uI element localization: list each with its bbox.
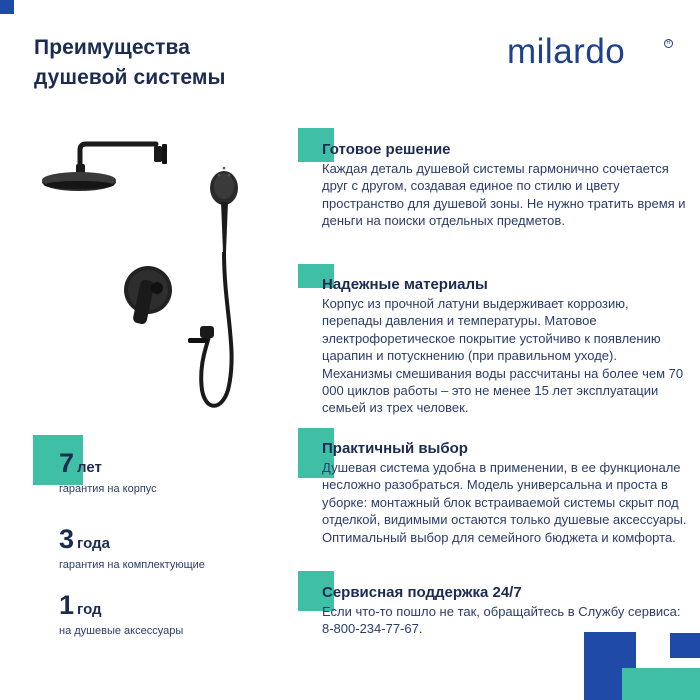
decorative-teal-block: [622, 668, 700, 700]
mixer-control-plate: [124, 266, 172, 325]
corner-accent-square: [0, 0, 14, 14]
stat-warranty-accessories: [59, 590, 183, 637]
feature-title: Практичный выбор: [322, 440, 468, 457]
feature-title: Сервисная поддержка 24/7: [322, 584, 522, 601]
decorative-blue-block-small: [670, 633, 700, 658]
stat-caption: гарантия на корпус: [59, 483, 157, 495]
stat-number: 3: [59, 524, 75, 554]
stat-warranty-components: [59, 524, 205, 571]
shower-arm: [80, 144, 167, 166]
wall-outlet: [188, 326, 214, 343]
feature-text: Душевая система удобна в применении, в ее функционале несложно разобраться. Модель универсальна и проста в уборке: монтажный блок встраиваемой системы скрыт под отделкой, видимыми остаются только душевые аксессуары. Оптимальный выбор для семейного бюджета и комфорта.: [322, 460, 687, 545]
feature-title: Готовое решение: [322, 141, 451, 158]
stat-unit: лет: [77, 459, 102, 476]
stat-number: 7: [59, 448, 75, 478]
feature-text: Каждая деталь душевой системы гармонично сочетается друг с другом, создавая единое по стилю и цвету пространство для душевой зоны. Не нужно тратить время и деньги на поиски отдельных предметов.: [322, 161, 686, 229]
stat-unit: год: [77, 601, 102, 618]
stat-caption: на душевые аксессуары: [59, 625, 184, 637]
registered-mark-icon: R: [664, 39, 673, 48]
feature-reliable-materials: [322, 275, 687, 417]
brand-logo: milardo: [507, 32, 626, 71]
stat-warranty-body: [59, 448, 157, 495]
page-title-line-1: Преимущества: [34, 36, 191, 59]
feature-practical-choice: [322, 439, 687, 546]
feature-service-support: [322, 583, 687, 638]
stat-number: 1: [59, 590, 75, 620]
stat-unit: года: [77, 535, 110, 552]
feature-ready-solution: [322, 140, 687, 230]
page-title-line-2: душевой системы: [34, 66, 226, 89]
feature-title: Надежные материалы: [322, 276, 488, 293]
hand-shower: [210, 167, 238, 252]
rain-shower-head: [42, 164, 116, 191]
shower-system-image: [38, 140, 260, 420]
feature-text: Корпус из прочной латуни выдерживает коррозию, перепады давления и температуры. Матовое электрофоретическое покрытие устойчиво к появлению царапин и потускнению (при правильном уходе). Механизмы смешивания воды рассчитаны на более чем 70 000 циклов работы – это не менее 15 лет эксплуатации семьей из трех человек.: [322, 296, 684, 416]
feature-text: Если что-то пошло не так, обращайтесь в Службу сервиса: 8-800-234-77-67.: [322, 604, 681, 637]
stat-caption: гарантия на комплектующие: [59, 559, 205, 571]
page-title: [34, 33, 226, 93]
